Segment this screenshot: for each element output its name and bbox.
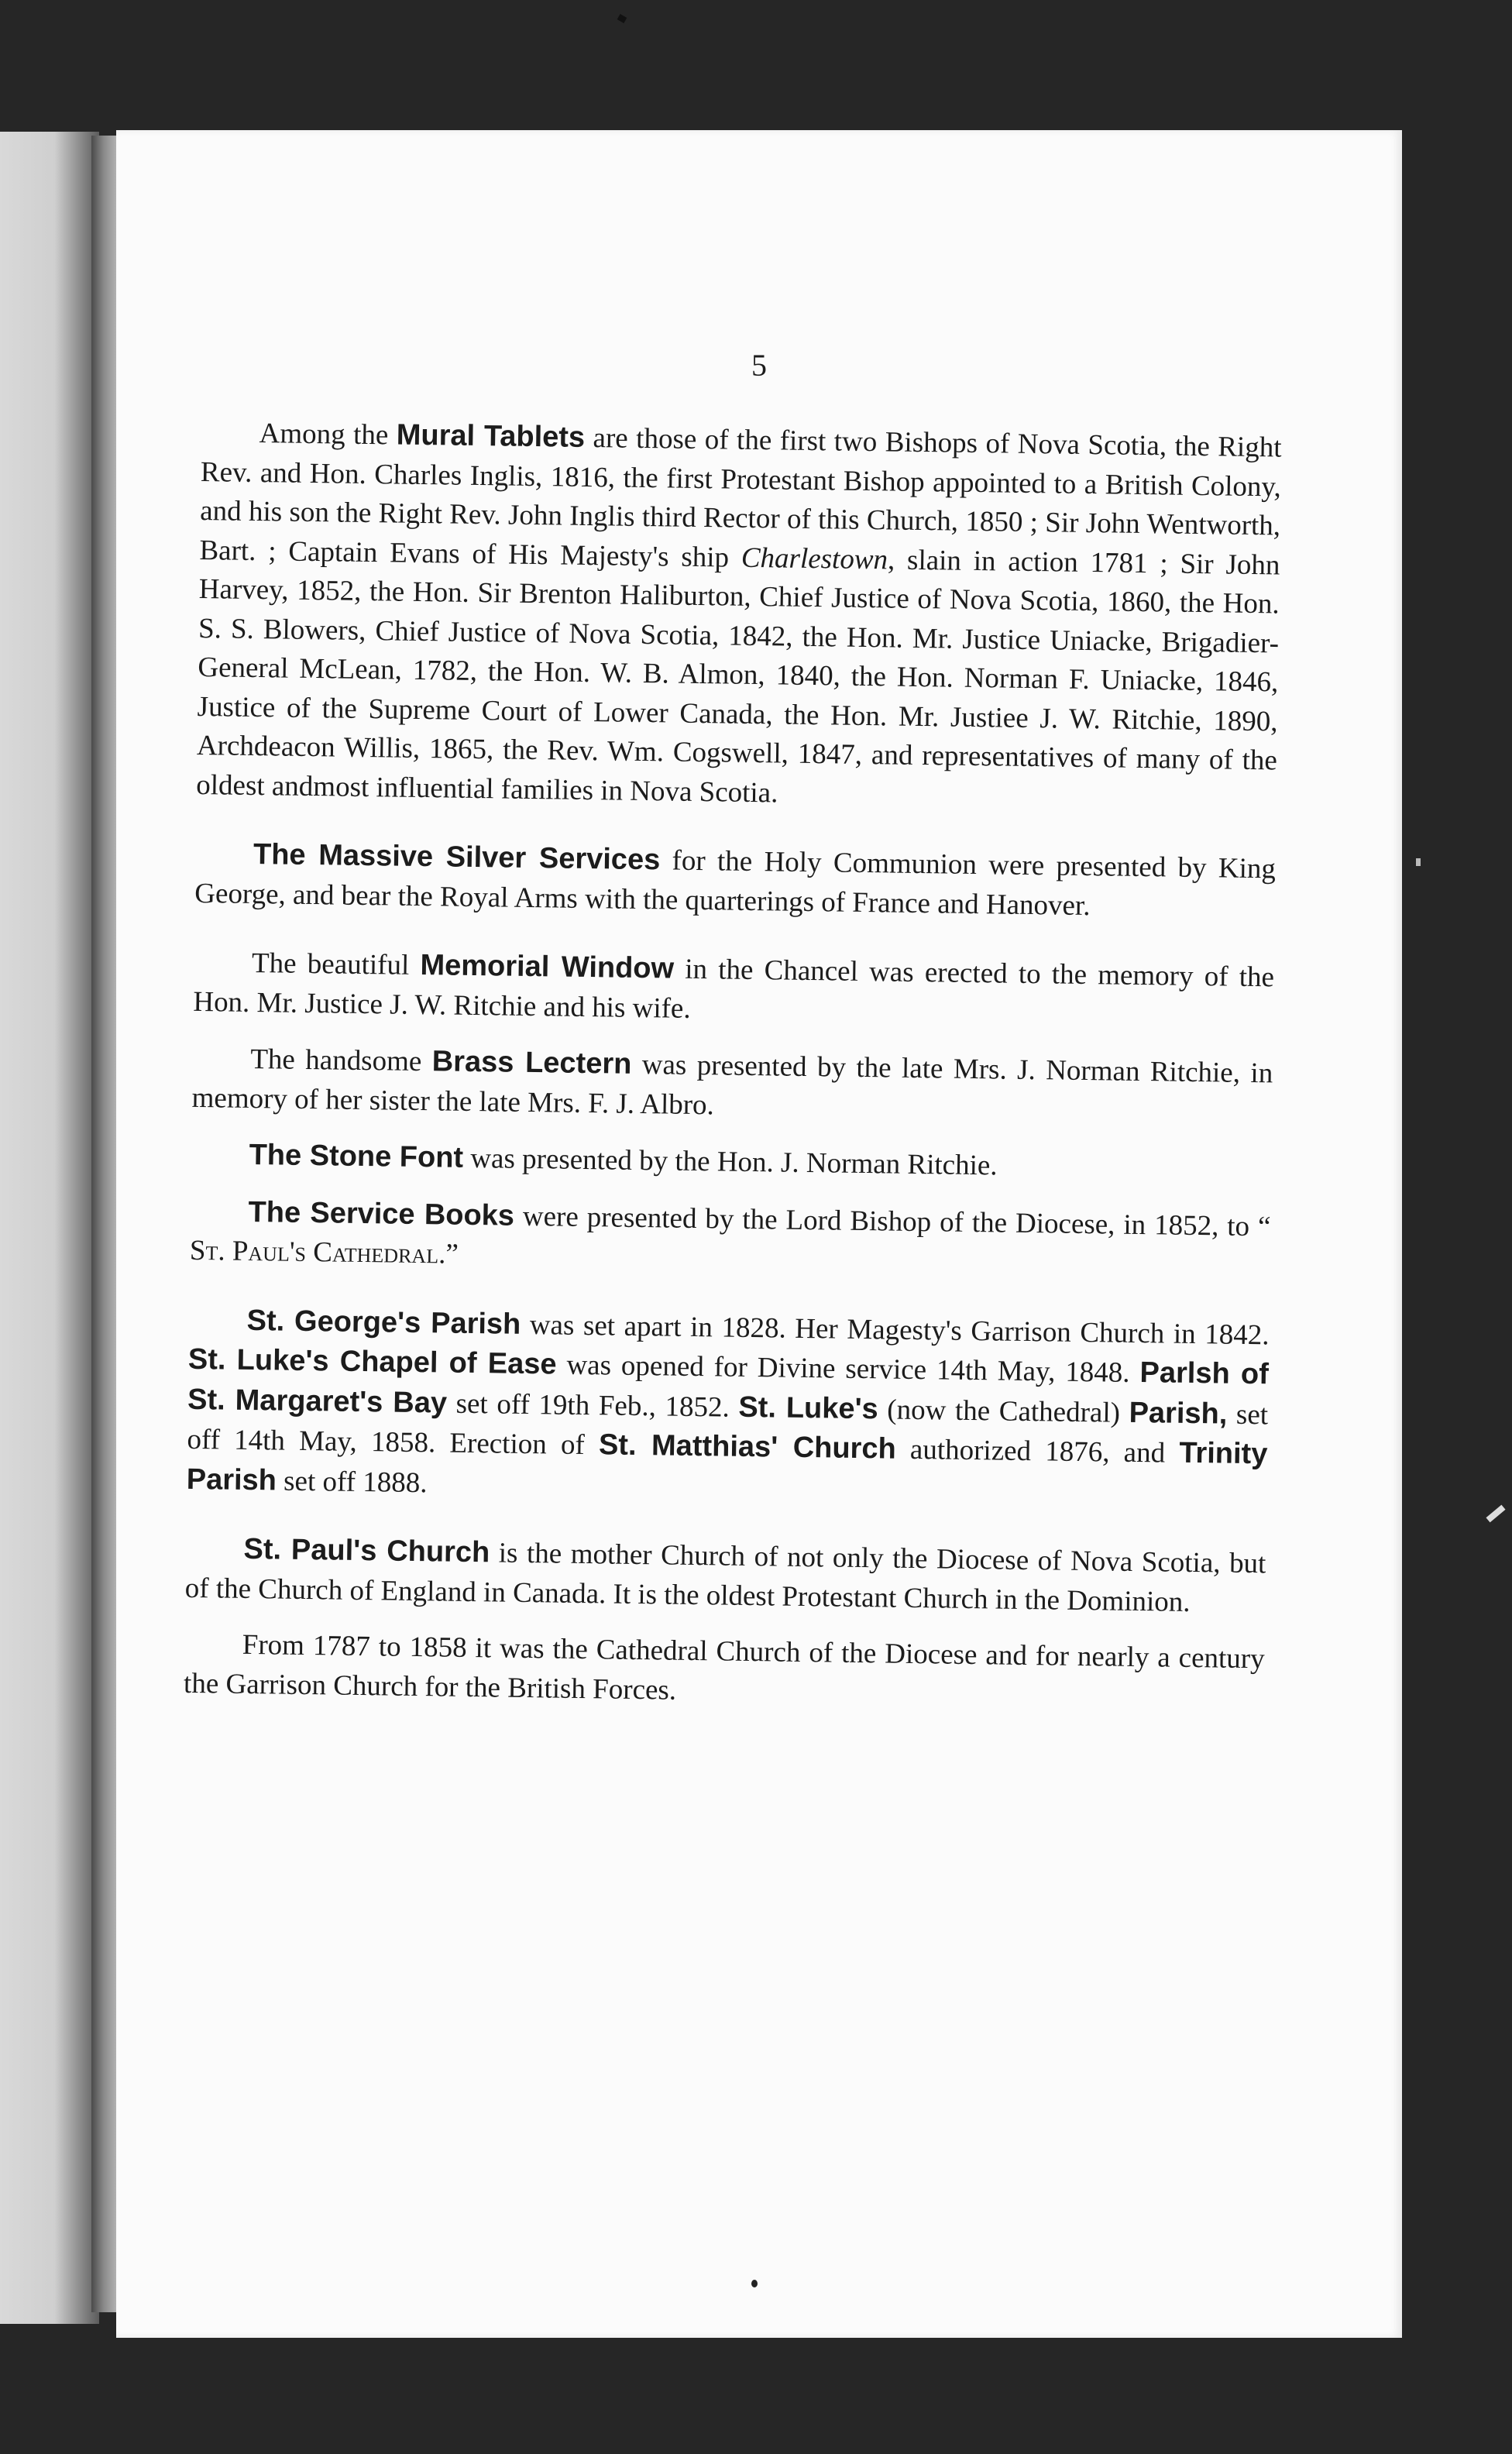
text-run: was presented by the Hon. J. Norman Ritchie. [462,1142,998,1182]
text-run: Among the [259,418,397,452]
text-run: in the Chancel was erected to the memory of the Hon. Mr. Justice J. W. Ritchie and his wife. [193,953,1275,1025]
text-run: for the Holy Communion were presented by King George, and bear the Royal Arms with the quarterings of France and Hanover. [194,844,1277,922]
text-run: are those of the first two Bishops of Nova Scotia, the Right Rev. and Hon. Charles Inglis, 1816, the first Protestant Bishop appointed to a British Colony, and his son the Right Rev. John Inglis third Rector of this Church, 1850 ; Sir John Wentworth, Bart. ; Captain Evans of His Majesty's ship [199,421,1282,574]
paragraph-st-pauls-church [184,1529,1266,1623]
heading-memorial-window: Memorial Window [420,949,675,985]
heading-st-pauls-church: St. Paul's Church [243,1532,490,1569]
heading-brass-lectern: Brass Lectern [431,1045,632,1081]
paragraph-parishes [186,1300,1269,1514]
paragraph-silver-services [194,834,1276,928]
text-run: (now the Cathedral) [878,1393,1129,1429]
ship-name: Charlestown [741,541,888,576]
heading-silver-services: The Massive Silver Services [253,837,661,877]
page-number: 5 [751,348,767,383]
facing-page-edge [0,132,99,2324]
text-run: was set apart in 1828. Her Magesty's Garrison Church in 1842. [521,1308,1270,1351]
scan-speck [617,14,627,23]
paragraph-cathedral-history [184,1625,1265,1718]
text-run: authorized 1876, and [895,1433,1180,1469]
text-run: was opened for Divine service 14th May, 1848. [556,1349,1140,1390]
heading-stone-font: The Stone Font [249,1138,464,1174]
paragraph-mural-tablets [196,413,1282,820]
text-run: set off 14th May, 1858. Erection of [187,1398,1269,1462]
text-run: The handsome [250,1043,433,1078]
book-page [116,130,1402,2338]
text-run: set off 1888. [276,1464,428,1499]
page-mark [751,2280,758,2287]
heading-trinity-parish: Trinity Parish [186,1436,1268,1497]
heading-mural-tablets: Mural Tablets [396,418,586,454]
heading-st-lukes: St. Luke's [738,1390,879,1425]
text-run: set off 19th Feb., 1852. [446,1387,739,1424]
heading-st-matthias-church: St. Matthias' Church [598,1428,897,1466]
paragraph-memorial-window [193,943,1274,1036]
page-body [183,413,1282,1748]
paragraph-stone-font [191,1135,1272,1190]
text-run: ” [445,1238,459,1270]
text-run: was presented by the late Mrs. J. Norman Ritchie, in memory of her sister the late Mrs. F. J. Albro. [191,1048,1273,1121]
heading-st-margarets-bay: Parlsh of St. Margaret's Bay [187,1356,1270,1420]
scan-speck [1416,858,1421,866]
heading-service-books: The Service Books [248,1195,515,1232]
scan-speck [1486,1505,1505,1523]
text-run: The beautiful [251,947,421,982]
heading-parish: Parish, [1129,1396,1228,1431]
text-run: From 1787 to 1858 it was the Cathedral Church of the Diocese and for nearly a century the Garrison Church for the British Forces. [183,1628,1265,1706]
paragraph-brass-lectern [191,1039,1273,1132]
text-run: is the mother Church of not only the Diocese of Nova Scotia, but of the Church of England in Canada. It is the oldest Protestant Church in the Dominion. [184,1537,1266,1618]
heading-st-georges-parish: St. George's Parish [246,1304,521,1341]
heading-st-lukes-chapel: St. Luke's Chapel of Ease [187,1342,557,1381]
text-run: , slain in action 1781 ; Sir John Harvey, 1852, the Hon. Sir Brenton Haliburton, Chief Justice of Nova Scotia, 1860, the Hon. S. S. Blowers, Chief Justice of Nova Scotia, 1842, the Hon. Mr. Justice Uniacke, Brigadier-General McLean, 1782, the Hon. W. B. Almon, 1840, the Hon. Norman F. Uniacke, 1846, Justice of the Supreme Court of Lower Canada, the Hon. Mr. Justiee J. W. Ritchie, 1890, Archdeacon Willis, 1865, the Rev. Wm. Cogswell, 1847, and representatives of many of the oldest andmost influential families in Nova Scotia. [196,543,1280,809]
paragraph-service-books [190,1191,1271,1285]
cathedral-name: St. Paul's Cathedral. [189,1234,446,1270]
text-run: were presented by the Lord Bishop of the Diocese, in 1852, to “ [514,1200,1271,1242]
